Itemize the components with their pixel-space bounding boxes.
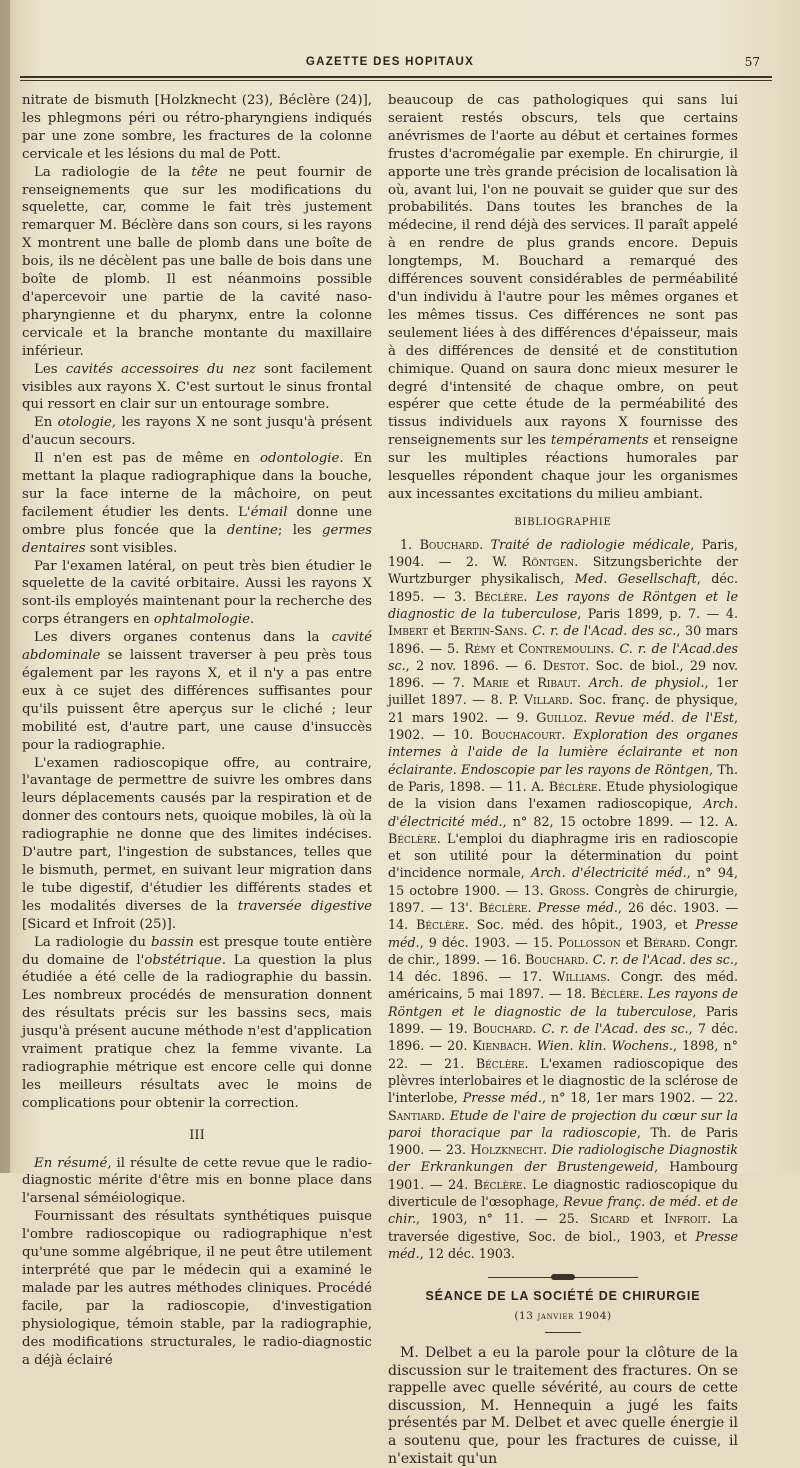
author-name: Sicard	[589, 1211, 630, 1227]
italic-span: Etude de l'aire de projection du cœur sur la paroi thoracique par la radioscopie	[388, 1107, 738, 1140]
paragraph: Les cavités accessoires du nez sont facilement visibles aux rayons X. C'est surtout le sinus frontal qui ressort en clair sur un entourage sombre.	[22, 361, 373, 413]
author-name: Destot	[542, 657, 586, 673]
paragraph: En otologie, les rayons X ne sont jusqu'à présent d'aucun secours.	[22, 415, 373, 449]
right-column	[388, 92, 738, 1468]
italic-span: Revue franç. de méd. et de chir.	[388, 1194, 738, 1227]
header-rule-thick	[20, 76, 772, 78]
author-name: Béclère	[473, 1176, 523, 1192]
italic-span: odontologie	[260, 451, 340, 467]
author-name: Pollosson	[558, 934, 621, 950]
seance-date: (13 janvier 1904)	[514, 1310, 612, 1323]
author-name: Infroit	[664, 1211, 707, 1227]
italic-span: C. r. de l'Acad. des sc.	[592, 951, 734, 967]
section-ornament	[488, 1274, 638, 1280]
italic-span: otologie	[57, 415, 112, 431]
header-rule-thin	[20, 80, 772, 81]
italic-span: Presse méd.	[388, 1228, 738, 1261]
italic-span: Die radiologische Diagnostik der Erkrankungen der Brustengeweid	[388, 1142, 738, 1175]
italic-span: Wien. klin. Wochens.	[536, 1038, 673, 1054]
italic-span: tempéraments	[550, 433, 649, 449]
italic-span: Presse méd.	[537, 899, 618, 915]
italic-span: Revue méd. de l'Est	[594, 709, 734, 725]
binding-edge	[0, 0, 10, 1173]
author-name: Röntgen	[521, 554, 575, 570]
paragraph: nitrate de bismuth [Holzknecht (23), Béclère (24)], les phlegmons péri ou rétro-pharyngiens indiqués par une zone sombre, les fractures de la colonne cervicale et les lésions du mal de Pott.	[22, 93, 372, 162]
italic-span: bassin	[151, 934, 194, 950]
author-name: Béclère	[478, 899, 528, 915]
journal-title: GAZETTE DES HOPITAUX	[305, 56, 475, 68]
short-rule	[545, 1332, 581, 1333]
paragraph: En résumé, il résulte de cette revue que le radio-diagnostic mérite d'être mis en bonne place dans l'arsenal séméiologique.	[22, 1155, 372, 1207]
italic-span: Arch. de physiol.	[588, 675, 705, 691]
paragraph: Fournissant des résultats synthétiques puisque l'ombre radioscopique ou radiographique n'est qu'une somme algébrique, il ne peut être utilement interprété que par le médecin qui a examiné le malade par les autres méthodes cliniques. Procédé facile, par la radioscopie, d'investigation physiologique, témoin stable, par la radiographie, des modifications structurales, le radio-diagnostic a déjà éclairé	[22, 1209, 372, 1368]
author-name: Béclère	[474, 588, 524, 604]
paragraph: Par l'examen latéral, on peut très bien étudier le squelette de la cavité orbitaire. Aussi les rayons X sont-ils employés maintenant pour la recherche des corps étrangers en ophtalmologie.	[22, 558, 372, 628]
italic-span: obstétrique	[144, 952, 222, 968]
author-name: Marie	[472, 675, 509, 691]
italic-span: C. r. de l'Acad. des sc.	[532, 623, 677, 639]
italic-span: Exploration des organes internes à l'aide de la lumière éclairante et non éclairante. Endoscopie par les rayons de Röntgen	[388, 727, 738, 777]
paragraph: beaucoup de cas pathologiques qui sans lui seraient restés obscurs, tels que certains anévrismes de l'aorte au début et certaines formes frustes d'acromégalie par exemple. En chirurgie, il apporte une très grande précision de localisation là où, avant lui, l'on ne pouvait se guider que sur des probabilités. Dans toutes les branches de la médecine, il rend déjà des services. Il paraît appelé à en rendre de plus grands encore. Depuis longtemps, M. Bouchard a remarqué des différences souvent considérables de perméabilité d'un individu à l'autre pour les mêmes organes et les mêmes tissus. Ces différences ne sont pas seulement liées à des différences d'épaisseur, mais à des différences de densité et de constitution chimique. Quand on saura donc mieux mesurer le degré d'intensité de chaque ombre, on peut espérer que cette étude de la perméabilité des tissus individuels aux rayons X fournisse des renseignements sur les tempéraments et renseigne sur les multiples réactions humorales par lesquelles répondent chaque jour les organismes aux incessantes excitations du milieu ambiant.	[388, 93, 738, 502]
author-name: Villard	[523, 692, 570, 708]
italic-span: Arch. d'électricité méd.	[388, 796, 738, 829]
paragraph: La radiologie de la tête ne peut fournir de renseignements que sur les modifications du squelette, car, comme le fait très justement remarquer M. Béclère dans son cours, si les rayons X montrent une balle de plomb dans une boîte de bois, ils ne décèlent pas une balle de bois dans une boîte de plomb. Il est néanmoins possible d'apercevoir une partie de la cavité naso-pharyngienne et du pharynx, entre la colonne cervicale et la branche montante du maxillaire inférieur.	[22, 164, 373, 359]
italic-span: dentine	[226, 522, 278, 538]
paragraph: L'examen radioscopique offre, au contraire, l'avantage de permettre de suivre les ombres dans leurs déplacements causés par la respiration et de donner des contours nets, quoique mobiles, là où la radiographie ne donne que des limites indécises. D'autre part, l'ingestion de substances, telles que le bismuth, permet, en suivant leur migration dans le tube digestif, d'étudier les différents stades et les modalités diverses de la traversée digestive [Sicard et Infroit (25)].	[22, 755, 372, 932]
seance-heading: SÉANCE DE LA SOCIÉTÉ DE CHIRURGIE	[425, 1289, 701, 1304]
author-name: Bérard	[643, 934, 687, 950]
italic-span: ophtalmologie	[153, 612, 251, 628]
author-name: Imbert	[388, 623, 429, 639]
section-heading: III	[189, 1127, 205, 1143]
author-name: Bouchacourt	[481, 727, 562, 743]
author-name: Contremoulins	[518, 640, 611, 656]
italic-span: En résumé	[34, 1155, 108, 1171]
author-name: Bouchard	[525, 951, 585, 967]
author-name: Bouchard	[472, 1021, 533, 1037]
italic-span: Med. Gesellschaft	[574, 571, 697, 587]
italic-span: C. r. de l'Acad. des sc.	[541, 1021, 689, 1037]
paragraph: Il n'en est pas de même en odontologie. En mettant la plaque radiographique dans la bouche, sur la face interne de la mâchoire, on peut facilement étudier les dents. L'émail donne une ombre plus foncée que la dentine; les germes dentaires sont visibles.	[22, 451, 373, 556]
italic-span: traversée digestive	[237, 898, 372, 914]
left-column	[22, 92, 372, 1369]
page-header	[20, 52, 760, 72]
author-name: Béclère	[548, 778, 598, 794]
bibliography: 1. Bouchard. Traité de radiologie médicale, Paris, 1904. — 2. W. Röntgen. Sitzungsberichte der Wurtzburger physikalisch, Med. Gesellschaft, déc. 1895. — 3. Béclère. Les rayons de Röntgen et le diagnostic de la tuberculose, Paris 1899, p. 7. — 4. Imbert et Bertin-Sans. C. r. de l'Acad. des sc., 30 mars 1896. — 5. Rémy et Contremoulins. C. r. de l'Acad.des sc., 2 nov. 1896. — 6. Destot. Soc. de biol., 29 nov. 1896. — 7. Marie et Ribaut. Arch. de physiol., 1er juillet 1897. — 8. P. Villard. Soc. franç. de physique, 21 mars 1902. — 9. Guilloz. Revue méd. de l'Est, 1902. — 10. Bouchacourt. Exploration des organes internes à l'aide de la lumière éclairante et non éclairante. Endoscopie par les rayons de Röntgen, Th. de Paris, 1898. — 11. A. Béclère. Etude physiologique de la vision dans l'examen radioscopique, Arch. d'électricité méd., n° 82, 15 octobre 1899. — 12. A. Béclère. L'emploi du diaphragme iris en radioscopie et son utilité pour la détermination du point d'incidence normale, Arch. d'électricité méd., n° 94, 15 octobre 1900. — 13. Gross. Congrès de chirurgie, 1897. — 13'. Béclère. Presse méd., 26 déc. 1903. — 14. Béclère. Soc. méd. des hôpit., 1903, et Presse méd., 9 déc. 1903. — 15. Pollosson et Bérard. Congr. de chir., 1899. — 16. Bouchard. C. r. de l'Acad. des sc., 14 déc. 1896. — 17. Williams. Congr. des méd. américains, 5 mai 1897. — 18. Béclère. Les rayons de Röntgen et le diagnostic de la tuberculose, Paris 1899. — 19. Bouchard. C. r. de l'Acad. des sc., 7 déc. 1896. — 20. Kienbach. Wien. klin. Wochens., 1898, n° 22. — 21. Béclère. L'examen radioscopique des plèvres interlobaires et le diagnostic de la sclérose de l'interlobe, Presse méd., n° 18, 1er mars 1902. — 22. Santiard. Etude de l'aire de projection du cœur sur la paroi thoracique par la radioscopie, Th. de Paris 1900. — 23. Holzknecht. Die radiologische Diagnostik der Erkrankungen der Brustengeweid, Hambourg 1901. — 24. Béclère. Le diagnostic radioscopique du diverticule de l'œsophage, Revue franç. de méd. et de chir., 1903, n° 11. — 25. Sicard et Infroit. La traversée digestive, Soc. de biol., 1903, et Presse méd., 12 déc. 1903.	[388, 536, 739, 1261]
bibliography-title: BIBLIOGRAPHIE	[514, 516, 612, 528]
author-name: Béclère	[388, 830, 437, 846]
paragraph: M. Delbet a eu la parole pour la clôture de la discussion sur le traitement des fractures. On se rappelle avec quelle sévérité, au cours de cette discussion, M. Hennequin a jugé les faits présentés par M. Delbet et avec quelle énergie il a soutenu que, pour les fractures de cuisse, il n'existait qu'un	[388, 1345, 738, 1467]
author-name: Santiard	[388, 1107, 442, 1123]
italic-span: émail	[250, 504, 288, 520]
author-name: Holzknecht	[470, 1142, 544, 1158]
italic-span: Les rayons de Röntgen et le diagnostic de la tuberculose	[388, 986, 738, 1019]
author-name: Kienbach	[472, 1038, 528, 1054]
italic-span: C. r. de l'Acad.des sc.	[388, 640, 738, 673]
italic-span: Traité de radiologie médicale	[490, 536, 691, 552]
author-name: Ribaut	[537, 675, 578, 691]
paragraph: La radiologie du bassin est presque toute entière du domaine de l'obstétrique. La question la plus étudiée a été celle de la radiographie du bassin. Les nombreux procédés de mensuration donnent des résultats précis sur les bassins secs, mais jusqu'à présent aucune méthode n'est d'application vraiment pratique chez la femme vivante. La radiographie métrique est encore celle qui donne les meilleurs résultats avec le moins de complications pour obtenir la correction.	[22, 934, 372, 1111]
paragraph: Les divers organes contenus dans la cavité abdominale se laissent traverser à peu près tous également par les rayons X, et il n'y a pas entre eux à ce sujet des différences suffisantes pour qu'ils puissent être aperçus sur le cliché ; leur mobilité est, d'autre part, une cause d'insuccès pour la radiographie.	[22, 630, 372, 753]
author-name: Williams	[552, 969, 607, 985]
author-name: Guilloz	[536, 709, 584, 725]
italic-span: Les rayons de Röntgen et le diagnostic de la tuberculose	[388, 588, 738, 621]
author-name: Béclère	[590, 986, 640, 1002]
author-name: Béclère	[475, 1055, 525, 1071]
italic-span: Presse méd.	[388, 917, 738, 950]
author-name: Bouchard	[419, 536, 480, 552]
author-name: Béclère	[416, 917, 465, 933]
author-name: Gross	[548, 882, 586, 898]
italic-span: Presse méd.	[462, 1090, 542, 1106]
author-name: Rémy	[464, 640, 496, 656]
italic-span: tête	[191, 164, 218, 180]
page-number: 57	[744, 55, 760, 69]
italic-span: germes dentaires	[22, 522, 372, 556]
italic-span: Arch. d'électricité méd.	[531, 865, 687, 881]
italic-span: cavité abdominale	[22, 630, 372, 664]
author-name: Bertin-Sans	[449, 623, 524, 639]
italic-span: cavités accessoires du nez	[65, 361, 256, 377]
